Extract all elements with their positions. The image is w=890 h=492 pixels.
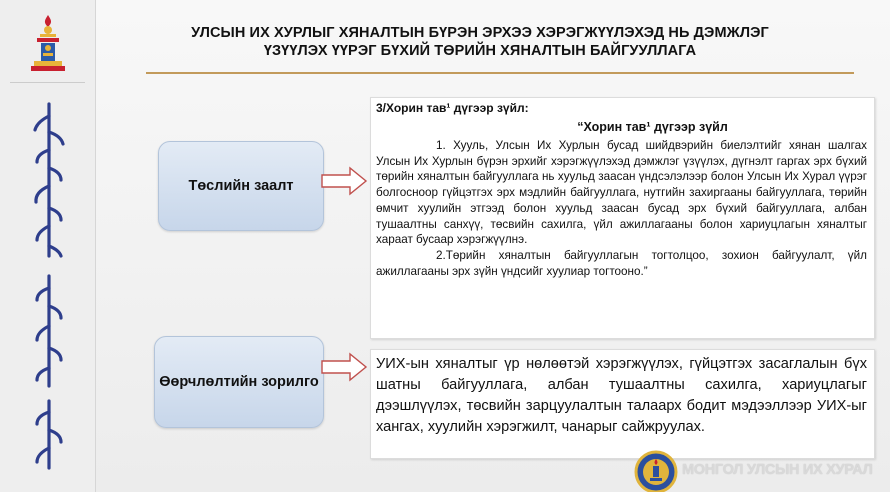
slide-title-line: УЛСЫН ИХ ХУРЛЫГ ХЯНАЛТЫН БҮРЭН ЭРХЭЭ ХЭРЭГЖҮҮЛЭХЭД НЬ ДЭМЖЛЭГ bbox=[191, 25, 769, 41]
article-subheading: “Хорин тав¹ дүгээр зүйл bbox=[577, 120, 728, 134]
article-body bbox=[376, 138, 867, 279]
article-heading: 3/Хорин тав¹ дүгээр зүйл: bbox=[376, 101, 529, 115]
article-paragraph: 2.Төрийн хяналтын байгууллагын тогтолцоо, зохион байгуулалт, үйл ажиллагааны эрх зүйн үндсийг хуулиар тогтооно.” bbox=[376, 248, 867, 278]
slide-title-line: ҮЗҮҮЛЭХ ҮҮРЭГ БҮХИЙ ТӨРИЙН ХЯНАЛТЫН БАЙГУУЛЛАГА bbox=[263, 43, 697, 59]
sidebar bbox=[0, 0, 96, 492]
state-emblem-soyombo-icon bbox=[28, 14, 68, 72]
change-purpose-panel bbox=[370, 349, 875, 459]
draft-provision-panel bbox=[370, 97, 875, 339]
section-label-text: Төслийн заалт bbox=[188, 177, 294, 194]
section-label-draft-provision bbox=[158, 141, 324, 231]
article-paragraph: 1. Хууль, Улсын Их Хурлын бусад шийдвэрийн биелэлтийг хянан шалгах Улсын Их Хурлын бүрэн эрхийг хэрэгжүүлэхэд дэмжлэг үзүүлэх, дүгнэлт гаргах эрх бүхий төрийн хяналтын байгууллага нь хуульд заасан үндсэлэлээр болон Улсын Их Хурал үүрэг болгосноор гүйцэтгэх эрх мэдлийн байгууллага, нутгийн захиргааны байгууллага, төрийн өмчит хуулийн этгээд болон хуульд заасан бусад эрх бүхий байгууллага, албан тушаалтны санхүү, төсвийн сахилга, үйл ажиллагааны болон хариуцлагын хяналтыг хараат бусаар хэрэгжүүлнэ. bbox=[376, 139, 867, 247]
right-arrow-icon bbox=[320, 352, 368, 382]
slide-title bbox=[120, 24, 840, 60]
footer-parliament-name: МОНГОЛ УЛСЫН ИХ ХУРАЛ bbox=[682, 462, 873, 478]
purpose-body: УИХ-ын хяналтыг үр нөлөөтэй хэрэгжүүлэх, гүйцэтгэх засаглалын бүх шатны байгууллага, албан тушаалтны сахилга, хариуцлагыг дээшлүүлэх, төсвийн зарцуулалтын талаарх бодит мэдээллээр УИХ-ыг хангах, хуулийн хэрэгжилт, чанарыг сайжруулах. bbox=[376, 356, 867, 435]
sidebar-divider bbox=[10, 82, 85, 83]
right-arrow-icon bbox=[320, 166, 368, 196]
section-label-text: Өөрчлөлтийн зорилго bbox=[159, 373, 319, 390]
mongolian-vertical-script-icon bbox=[24, 96, 74, 476]
section-label-change-purpose bbox=[154, 336, 324, 428]
title-underline bbox=[146, 72, 854, 74]
parliament-emblem-icon bbox=[632, 448, 680, 492]
